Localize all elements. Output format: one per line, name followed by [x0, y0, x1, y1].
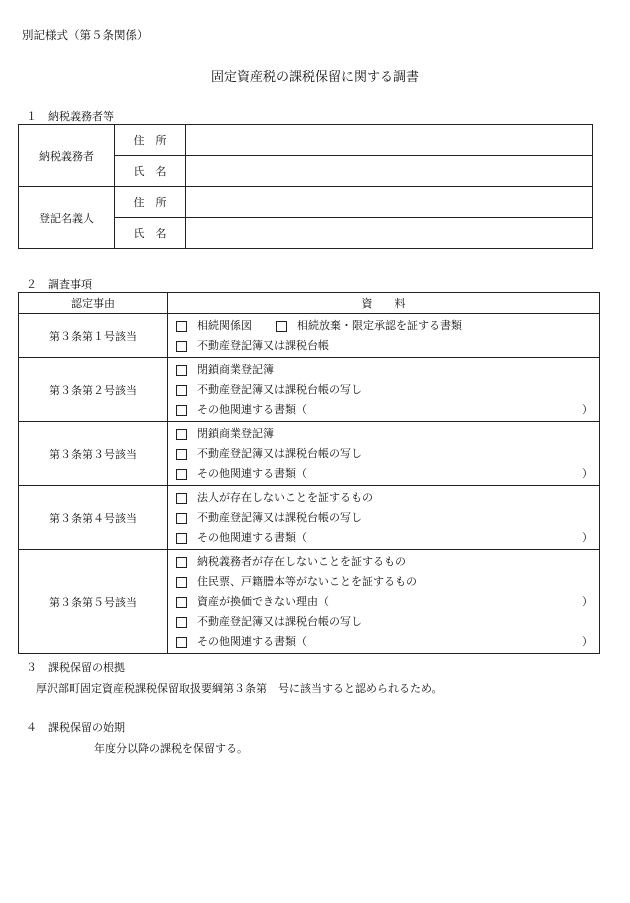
table-header-row — [19, 293, 600, 314]
checkbox[interactable] — [176, 597, 187, 608]
material-label: 資産が換価できない理由（ — [197, 595, 329, 608]
section4-number: ４ — [26, 721, 37, 734]
checkbox[interactable] — [176, 577, 187, 588]
material-label: 不動産登記簿又は課税台帳の写し — [197, 383, 362, 396]
reason-cell: 第３条第１号該当 — [19, 314, 168, 358]
blank-fill-input[interactable] — [307, 464, 582, 484]
material-cell — [168, 422, 600, 486]
field-label-address: 住 所 — [115, 125, 186, 156]
material-label: その他関連する書類（ — [197, 403, 307, 416]
material-cell — [168, 358, 600, 422]
material-label: その他関連する書類（ — [197, 531, 307, 544]
table-row — [19, 314, 600, 358]
material-item — [176, 528, 593, 548]
table-row — [19, 125, 593, 156]
registrant-group-label: 登記名義人 — [19, 187, 115, 249]
material-label: 閉鎖商業登記簿 — [197, 363, 274, 376]
checkbox[interactable] — [176, 365, 187, 376]
section3-heading-text: 課税保留の根拠 — [48, 661, 125, 674]
taxpayer-name-input[interactable] — [186, 156, 593, 187]
column-header-reason: 認定事由 — [19, 293, 168, 314]
checkbox[interactable] — [176, 617, 187, 628]
material-item — [176, 464, 593, 484]
field-label-name: 氏 名 — [115, 156, 186, 187]
material-label: 不動産登記簿又は課税台帳の写し — [197, 447, 362, 460]
section4-body: 年度分以降の課税を保留する。 — [94, 742, 248, 755]
material-item — [176, 572, 593, 592]
material-cell — [168, 486, 600, 550]
material-item — [176, 612, 593, 632]
material-item — [176, 380, 593, 400]
investigation-table-body — [19, 314, 600, 654]
reason-cell: 第３条第２号該当 — [19, 358, 168, 422]
material-label: 納税義務者が存在しないことを証するもの — [197, 555, 406, 568]
checkbox[interactable] — [176, 513, 187, 524]
field-label-address: 住 所 — [115, 187, 186, 218]
section1-heading — [26, 108, 114, 124]
checkbox[interactable] — [176, 557, 187, 568]
blank-fill-input[interactable] — [307, 632, 582, 652]
section1-heading-text: 納税義務者等 — [48, 110, 114, 123]
taxpayer-address-input[interactable] — [186, 125, 593, 156]
material-cell — [168, 314, 600, 358]
blank-fill-input[interactable] — [307, 528, 582, 548]
checkbox[interactable] — [176, 637, 187, 648]
section3-body: 厚沢部町固定資産税課税保留取扱要綱第３条第 号に該当すると認められるため。 — [36, 682, 443, 695]
registrant-name-input[interactable] — [186, 218, 593, 249]
taxpayer-table — [18, 124, 593, 249]
investigation-table — [18, 292, 600, 654]
material-item — [176, 508, 593, 528]
section2-heading — [26, 276, 92, 292]
form-label: 別記様式（第５条関係） — [22, 28, 149, 42]
table-row — [19, 422, 600, 486]
reason-cell: 第３条第３号該当 — [19, 422, 168, 486]
material-label: 法人が存在しないことを証するもの — [197, 491, 373, 504]
section3-number: ３ — [26, 661, 37, 674]
material-item — [176, 488, 593, 508]
section3-heading — [26, 659, 125, 675]
table-row — [19, 486, 600, 550]
material-item — [176, 400, 593, 420]
taxpayer-group-label: 納税義務者 — [19, 125, 115, 187]
table-row — [19, 187, 593, 218]
material-label: その他関連する書類（ — [197, 467, 307, 480]
closing-paren: ） — [582, 595, 593, 608]
material-item — [176, 444, 593, 464]
material-label: 相続放棄・限定承認を証する書類 — [297, 319, 462, 332]
material-item — [176, 632, 593, 652]
section2-number: ２ — [26, 278, 37, 291]
blank-fill-input[interactable] — [307, 400, 582, 420]
reason-cell: 第３条第４号該当 — [19, 486, 168, 550]
checkbox[interactable] — [176, 533, 187, 544]
table-row — [19, 550, 600, 654]
section4-heading-text: 課税保留の始期 — [48, 721, 125, 734]
material-cell — [168, 550, 600, 654]
material-label: 不動産登記簿又は課税台帳の写し — [197, 615, 362, 628]
material-item — [176, 316, 593, 336]
closing-paren: ） — [582, 635, 593, 648]
checkbox[interactable] — [176, 469, 187, 480]
checkbox[interactable] — [176, 341, 187, 352]
checkbox[interactable] — [176, 405, 187, 416]
table-row — [19, 358, 600, 422]
material-item — [176, 552, 593, 572]
checkbox[interactable] — [276, 321, 287, 332]
page-title: 固定資産税の課税保留に関する調書 — [210, 70, 419, 85]
field-label-name: 氏 名 — [115, 218, 186, 249]
closing-paren: ） — [582, 531, 593, 544]
checkbox[interactable] — [176, 385, 187, 396]
material-item — [176, 424, 593, 444]
material-label: 相続関係図 — [197, 319, 252, 332]
column-header-material: 資 料 — [168, 293, 600, 314]
registrant-address-input[interactable] — [186, 187, 593, 218]
material-label: 不動産登記簿又は課税台帳の写し — [197, 511, 362, 524]
closing-paren: ） — [582, 403, 593, 416]
material-item — [176, 360, 593, 380]
material-label: 閉鎖商業登記簿 — [197, 427, 274, 440]
checkbox[interactable] — [176, 493, 187, 504]
closing-paren: ） — [582, 467, 593, 480]
material-label: 住民票、戸籍謄本等がないことを証するもの — [197, 575, 417, 588]
checkbox[interactable] — [176, 429, 187, 440]
section1-number: １ — [26, 110, 37, 123]
material-item — [176, 592, 593, 612]
material-item — [176, 336, 593, 356]
material-label: 不動産登記簿又は課税台帳 — [197, 339, 329, 352]
material-label: その他関連する書類（ — [197, 635, 307, 648]
section2-heading-text: 調査事項 — [48, 278, 92, 291]
reason-cell: 第３条第５号該当 — [19, 550, 168, 654]
section4-heading — [26, 719, 125, 735]
checkbox[interactable] — [176, 321, 187, 332]
blank-fill-input[interactable] — [329, 592, 582, 612]
checkbox[interactable] — [176, 449, 187, 460]
